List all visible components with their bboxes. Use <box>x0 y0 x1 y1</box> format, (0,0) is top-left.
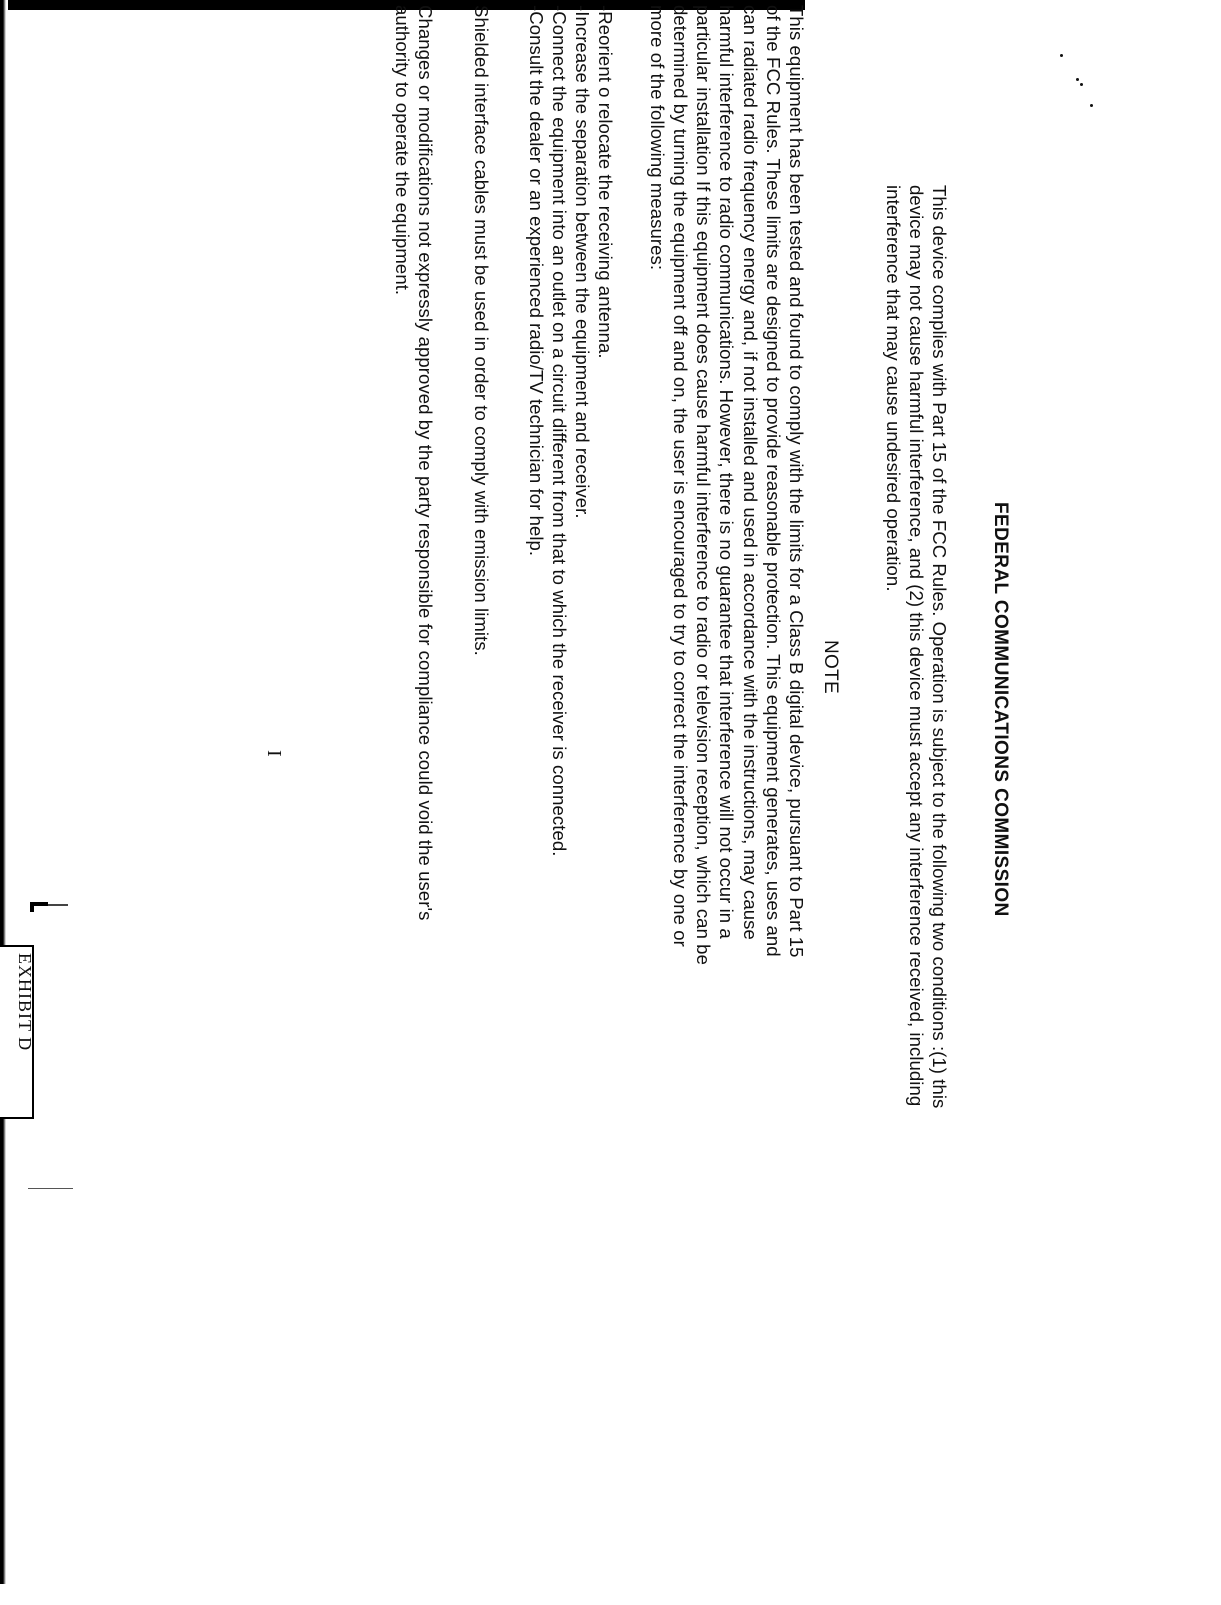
document-body <box>0 5 1221 1605</box>
note-line: more of the following measures: <box>647 5 668 271</box>
measure-item: -Consult the dealer or an experienced radio/TV technician for help. <box>526 5 547 557</box>
exhibit-label: EXHIBIT D <box>15 953 35 1052</box>
note-line: particular installation If this equipment does cause harmful interference to radio or television reception, which can be <box>693 5 714 965</box>
exhibit-stamp <box>0 945 34 1119</box>
shielded-cables-note: Shielded interface cables must be used in order to comply with emission limits. <box>471 5 492 656</box>
scan-mark <box>48 904 68 906</box>
note-line: This equipment has been tested and found to comply with the limits for a Class B digital device, pursuant to Part 15 <box>786 5 807 958</box>
measure-item: -Reorient o relocate the receiving antenna. <box>595 5 616 359</box>
changes-line: Changes or modifications not expressly approved by the party responsible for compliance could void the user's <box>415 5 436 921</box>
intro-line: device may not cause harmful interference, and (2) this device must accept any interference received, including <box>906 185 927 1107</box>
intro-line: interference that may cause undesired operation. <box>883 185 904 592</box>
note-line: can radiated radio frequency energy and, if not installed and used in accordance with the instructions, may cause <box>740 5 761 940</box>
scan-hairline <box>28 1188 73 1189</box>
note-line: harmful interference to radio communications. However, there is no guarantee that interference will not occur in a <box>716 5 737 939</box>
measure-item: -Connect the equipment into an outlet on a circuit different from that to which the receiver is connected. <box>549 5 570 857</box>
note-line: determined by turning the equipment off and on, the user is encouraged to try to correct the interference by one or <box>670 5 691 947</box>
measure-item: -Increase the separation between the equipment and receiver. <box>572 5 593 519</box>
note-heading: NOTE <box>820 640 841 694</box>
note-line: of the FCC Rules. These limits are designed to provide reasonable protection. This equipment generates, uses and <box>763 5 784 957</box>
intro-line: This device complies with Part 15 of the FCC Rules. Operation is subject to the following two conditions :(1) this <box>929 185 950 1109</box>
document-title: FEDERAL COMMUNICATIONS COMMISSION <box>990 502 1011 917</box>
page-number: I <box>263 750 285 757</box>
changes-line: authority to operate the equipment. <box>392 5 413 296</box>
scan-mark <box>34 902 48 906</box>
